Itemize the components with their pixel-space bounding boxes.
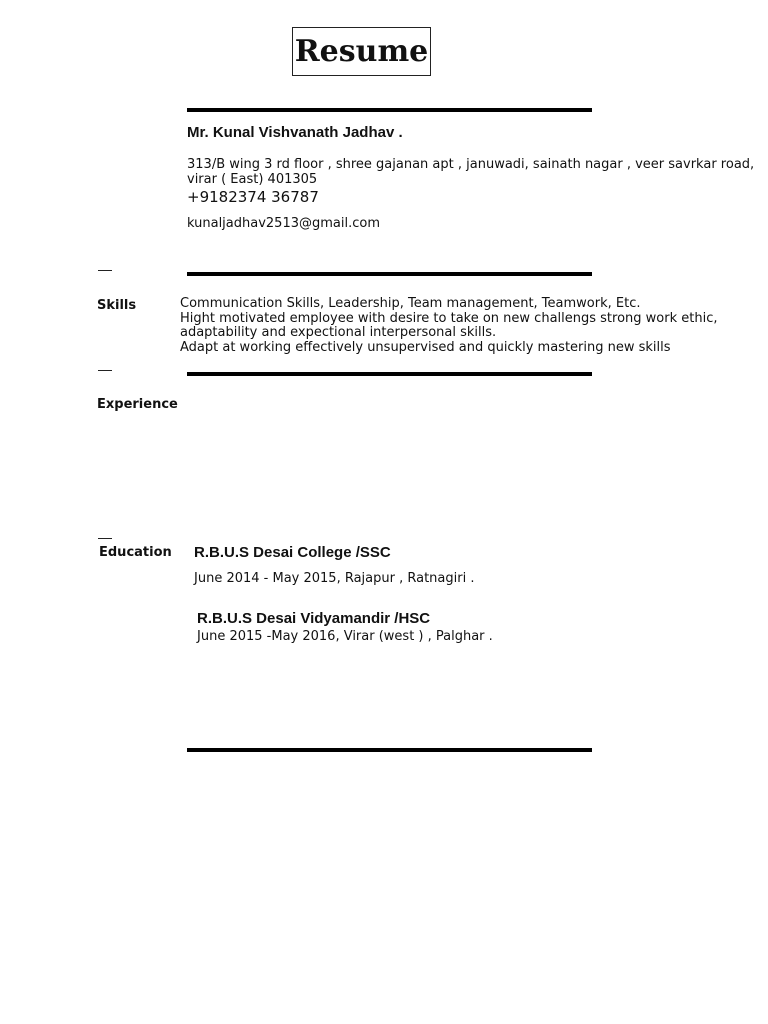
candidate-name: Mr. Kunal Vishvanath Jadhav . (187, 124, 403, 141)
education-heading: Education (99, 545, 172, 560)
contact-email: kunaljadhav2513@gmail.com (187, 216, 381, 231)
page-title: Resume (294, 34, 429, 69)
divider-top (187, 108, 592, 112)
skills-heading: Skills (97, 298, 137, 313)
divider-bottom (187, 748, 592, 752)
divider-experience (187, 372, 592, 376)
section-dash (98, 370, 112, 371)
contact-phone: +9182374 36787 (187, 188, 319, 206)
section-dash (98, 270, 112, 271)
skills-list (180, 297, 760, 355)
experience-heading: Experience (97, 397, 178, 412)
divider-skills (187, 272, 592, 276)
skills-line: adaptability and expectional interpersonal skills. (180, 325, 497, 340)
education-school: R.B.U.S Desai College /SSC (194, 544, 391, 561)
education-school: R.B.U.S Desai Vidyamandir /HSC (197, 610, 431, 627)
skills-line: Communication Skills, Leadership, Team management, Teamwork, Etc. (180, 296, 641, 311)
skills-line: Hight motivated employee with desire to take on new challengs strong work ethic, (180, 310, 718, 326)
education-detail: June 2014 - May 2015, Rajapur , Ratnagiri . (194, 571, 475, 586)
skills-line: Adapt at working effectively unsupervised and quickly mastering new skills (180, 339, 671, 355)
title-box (292, 27, 431, 76)
education-detail: June 2015 -May 2016, Virar (west ) , Palghar . (197, 629, 493, 644)
section-dash (98, 538, 112, 539)
contact-address: 313/B wing 3 rd floor , shree gajanan apt , januwadi, sainath nagar , veer savrkar road, virar ( East) 401305 (187, 157, 755, 187)
